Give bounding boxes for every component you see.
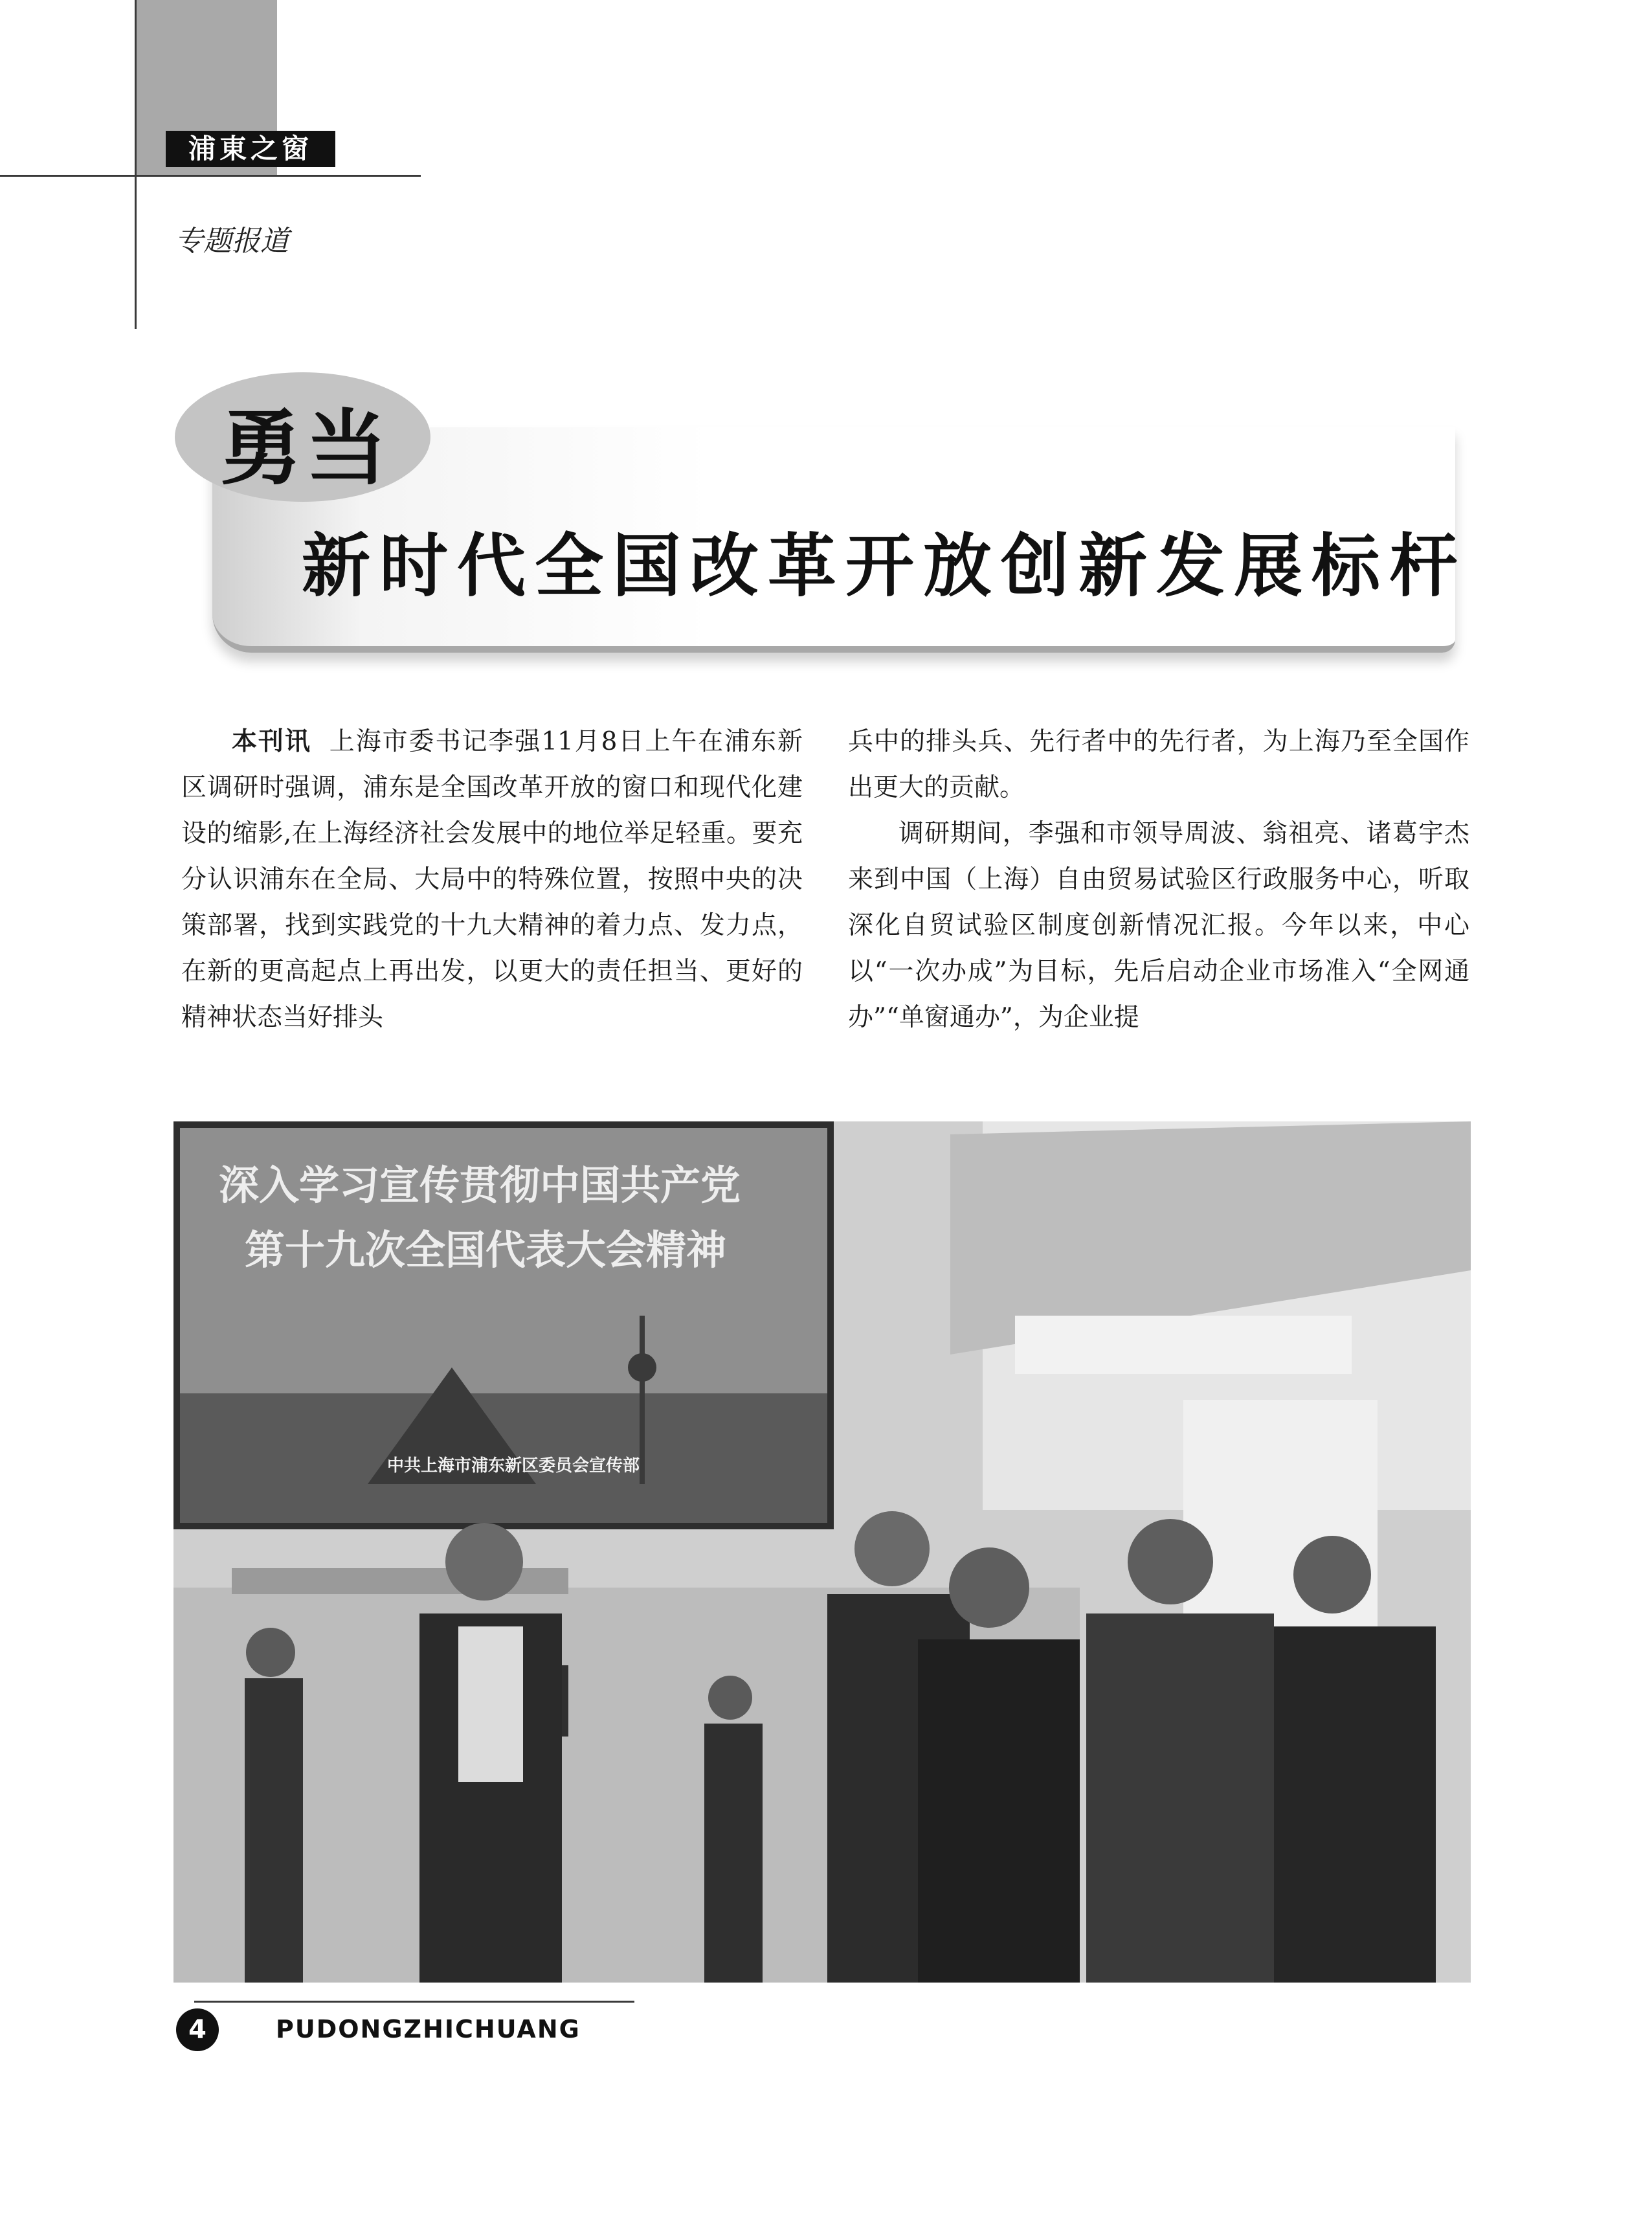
article-paragraph: 本刊讯 上海市委书记李强11月8日上午在浦东新区调研时强调，浦东是全国改革开放的窗口和现代化建设的缩影,在上海经济社会发展中的地位举足轻重。要充分认识浦东在全局、大局中的特殊位置，按照中央的决策部署，找到实践党的十九大精神的着力点、发力点，在新的更高起点上再出发，以更大的责任担当、更好的精神状态当好排头 [181, 727, 803, 1032]
screen-line1: 深入学习宣传贯彻中国共产党 [219, 1162, 741, 1209]
header-vertical-rule [135, 0, 137, 329]
screen-line2: 第十九次全国代表大会精神 [245, 1226, 727, 1274]
article-paragraph: 调研期间，李强和市领导周波、翁祖亮、诸葛宇杰来到中国（上海）自由贸易试验区行政服务中心，听取深化自贸试验区制度创新情况汇报。今年以来，中心以“一次办成”为目标，先后启动企业市场准入“全网通办”“单窗通办”，为企业提 [848, 819, 1469, 1032]
footer-magazine-name: PUDONGZHICHUANG [276, 2015, 581, 2043]
article-photo [173, 1121, 1471, 1983]
page-number: 4 [176, 2008, 219, 2051]
title-main: 新时代全国改革开放创新发展标杆 [302, 526, 1467, 606]
screen-footer: 中共上海市浦东新区委员会宣传部 [387, 1456, 640, 1476]
article-column-left [181, 719, 803, 1040]
header-horizontal-rule [0, 175, 421, 177]
title-small: 勇当 [220, 400, 391, 496]
footer-rule [194, 2001, 634, 2003]
section-label: 专题报道 [175, 225, 289, 258]
article-continuation: 兵中的排头兵、先行者中的先行者，为上海乃至全国作出更大的贡献。 [848, 727, 1469, 802]
magazine-label: 浦東之窗 [166, 131, 335, 167]
led-screen [173, 1121, 834, 1529]
article-lead: 本刊讯 [232, 727, 311, 756]
article-column-right [848, 719, 1469, 1040]
